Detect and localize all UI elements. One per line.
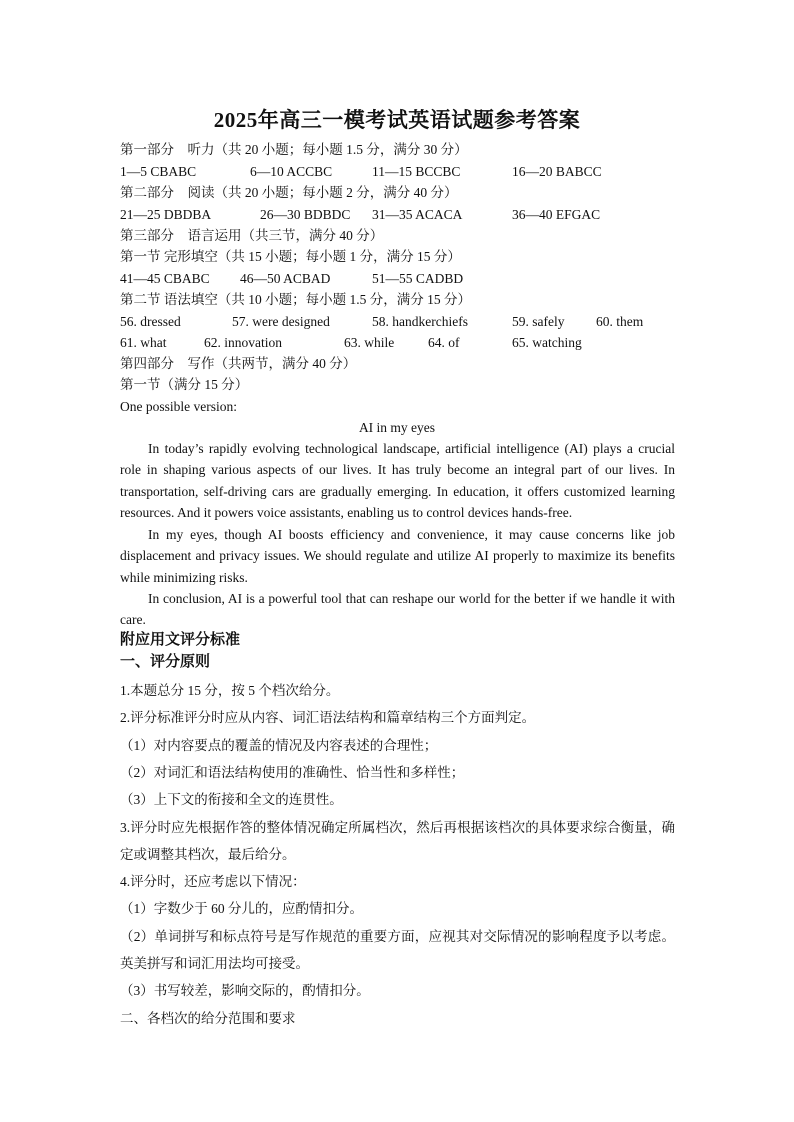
grammar-answer: 59. safely: [512, 314, 565, 329]
essay-paragraph: In my eyes, though AI boosts efficiency and convenience, it may cause concerns like job displacement and privacy issues. We should regulate and utilize AI properly to maximize its benefits while minimizing risks.: [120, 527, 675, 585]
part3-header: 第三部分 语言运用（共三节，满分 40 分）: [120, 228, 384, 243]
grammar-answer: 64. of: [428, 335, 460, 350]
grammar-answer: 63. while: [344, 335, 395, 350]
grammar-answer: 58. handkerchiefs: [372, 314, 468, 329]
part2-header: 第二部分 阅读（共 20 小题；每小题 2 分，满分 40 分）: [120, 185, 458, 200]
answer-group: 46—50 ACBAD: [240, 271, 331, 286]
answer-group: 51—55 CADBD: [372, 271, 464, 286]
grammar-answer: 61. what: [120, 335, 167, 350]
answer-group: 1—5 CBABC: [120, 164, 197, 179]
grammar-answer: 57. were designed: [232, 314, 330, 329]
grammar-answer: 60. them: [596, 314, 644, 329]
answer-group: 41—45 CBABC: [120, 271, 210, 286]
essay-title: AI in my eyes: [358, 420, 436, 435]
part4-header: 第四部分 写作（共两节，满分 40 分）: [120, 356, 357, 371]
page-title: 2025年高三一模考试英语试题参考答案: [213, 108, 581, 132]
part3-section1-header: 第一节 完形填空（共 15 小题；每小题 1 分，满分 15 分）: [120, 249, 461, 264]
answer-group: 31—35 ACACA: [372, 207, 463, 222]
scoring-title: 附应用文评分标准: [120, 632, 241, 648]
rule-item-2: 2.评分标准评分时应从内容、词汇语法结构和篇章结构三个方面判定。: [120, 710, 536, 725]
levels-title: 二、各档次的给分范围和要求: [120, 1011, 296, 1026]
part3-section2-header: 第二节 语法填空（共 10 小题；每小题 1.5 分，满分 15 分）: [120, 292, 471, 307]
rule-item-4-sub: （1）字数少于 60 分儿的，应酌情扣分。: [120, 901, 363, 916]
rule-item-3: 3.评分时应先根据作答的整体情况确定所属档次，然后再根据该档次的具体要求综合衡量，确定或调整其档次，最后给分。: [120, 820, 675, 862]
part1-answers: [120, 163, 720, 181]
grammar-answer: 65. watching: [512, 335, 582, 350]
answer-group: 26—30 BDBDC: [260, 207, 351, 222]
part4-section1-header: 第一节（满分 15 分）: [120, 377, 249, 392]
grammar-answer: 62. innovation: [204, 335, 282, 350]
rule-item-4-sub: （2）单词拼写和标点符号是写作规范的重要方面，应视其对交际情况的影响程度予以考虑。英美拼写和词汇用法均可接受。: [120, 929, 675, 971]
part2-answers: [120, 206, 720, 224]
essay-paragraph: In today’s rapidly evolving technological landscape, artificial intelligence (AI) plays a crucial role in shaping various aspects of our lives. It has truly become an integral part of our lives. In transportation, self-driving cars are gradually emerging. In education, it offers customized learning resources. And it powers voice assistants, enabling us to control devices hands-free.: [120, 441, 675, 520]
grammar-answer: 56. dressed: [120, 314, 181, 329]
answer-group: 11—15 BCCBC: [372, 164, 461, 179]
answer-group: 21—25 DBDBA: [120, 207, 212, 222]
essay-paragraph: In conclusion, AI is a powerful tool that can reshape our world for the better if we handle it with care.: [120, 591, 675, 628]
answer-group: 6—10 ACCBC: [250, 164, 333, 179]
answer-group: 16—20 BABCC: [512, 164, 602, 179]
rule-item-4-sub: （3）书写较差，影响交际的，酌情扣分。: [120, 983, 370, 998]
rule-item-2-sub: （1）对内容要点的覆盖的情况及内容表述的合理性；: [120, 738, 438, 753]
rule-item-2-sub: （2）对词汇和语法结构使用的准确性、恰当性和多样性；: [120, 765, 465, 780]
version-label: One possible version:: [120, 399, 237, 414]
part3-section1-answers: [120, 270, 720, 288]
part1-header: 第一部分 听力（共 20 小题；每小题 1.5 分，满分 30 分）: [120, 142, 468, 157]
rule-item-4: 4.评分时，还应考虑以下情况：: [120, 874, 306, 889]
rule-item-2-sub: （3）上下文的衔接和全文的连贯性。: [120, 792, 343, 807]
principles-title: 一、评分原则: [120, 654, 211, 670]
rule-item-1: 1.本题总分 15 分，按 5 个档次给分。: [120, 683, 340, 698]
grammar-answers-row2: [120, 334, 720, 352]
answer-group: 36—40 EFGAC: [512, 207, 601, 222]
grammar-answers-row1: [120, 313, 720, 331]
